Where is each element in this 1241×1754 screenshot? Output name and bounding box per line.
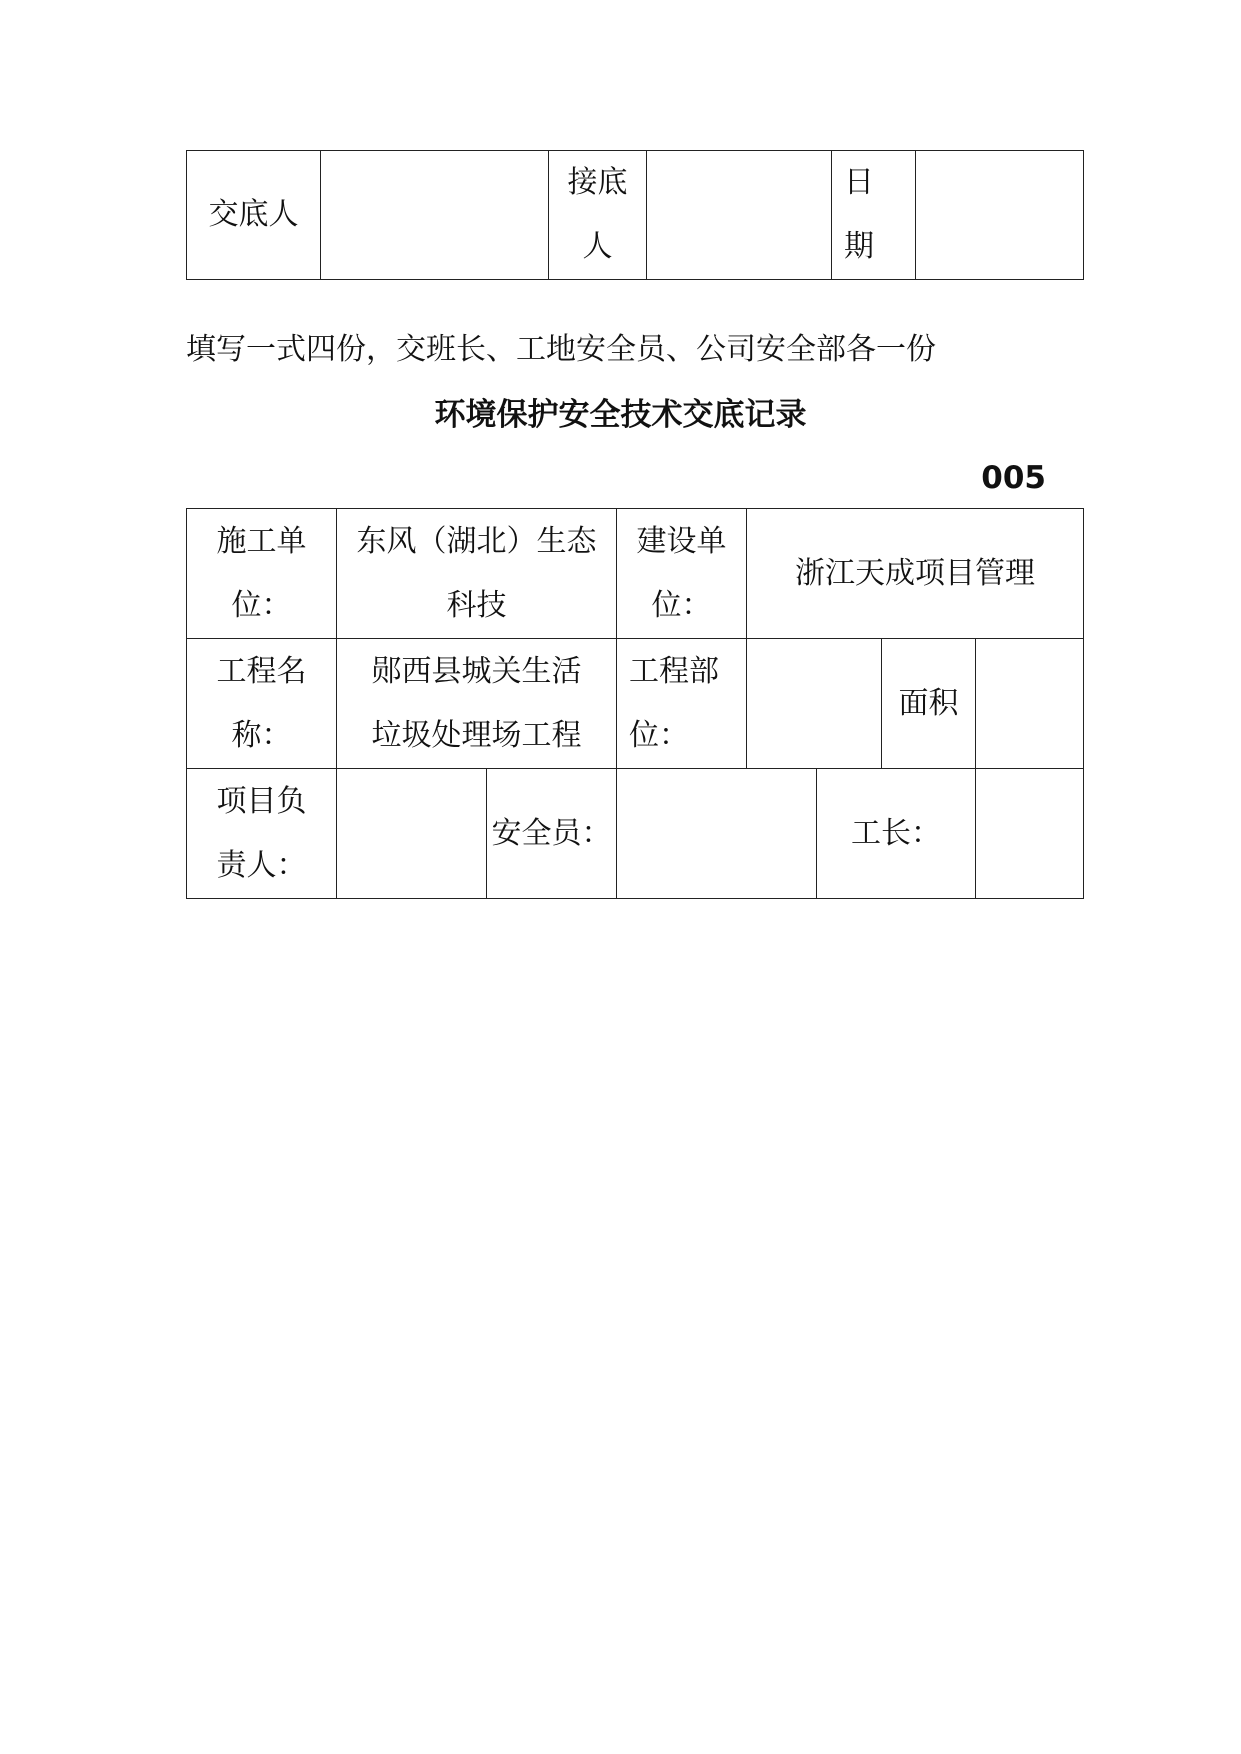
receiver-field[interactable] xyxy=(647,151,832,280)
document-number: 005 xyxy=(981,460,1046,496)
safety-officer-label: 安全员： xyxy=(487,769,617,899)
foreman-field[interactable] xyxy=(976,769,1084,899)
copies-note: 填写一式四份，交班长、工地安全员、公司安全部各一份 xyxy=(186,332,936,367)
project-name-value[interactable]: 郧西县城关生活 垃圾处理场工程 xyxy=(337,639,617,769)
safety-officer-field[interactable] xyxy=(617,769,817,899)
date-field[interactable] xyxy=(916,151,1084,280)
area-field[interactable] xyxy=(976,639,1084,769)
project-leader-field[interactable] xyxy=(337,769,487,899)
date-label: 日 期 xyxy=(832,151,916,280)
area-label: 面积 xyxy=(882,639,976,769)
owner-unit-value[interactable]: 浙江天成项目管理 xyxy=(747,509,1084,639)
receiver-label: 接底 人 xyxy=(549,151,647,280)
handover-signature-table xyxy=(186,150,1084,280)
document-title: 环境保护安全技术交底记录 xyxy=(434,397,807,433)
project-info-table xyxy=(186,508,1084,899)
handover-person-label: 交底人 xyxy=(187,151,321,280)
handover-person-field[interactable] xyxy=(321,151,549,280)
construction-unit-label: 施工单 位： xyxy=(187,509,337,639)
project-name-label: 工程名 称： xyxy=(187,639,337,769)
project-part-field[interactable] xyxy=(747,639,882,769)
construction-unit-value[interactable]: 东风（湖北）生态 科技 xyxy=(337,509,617,639)
owner-unit-label: 建设单 位： xyxy=(617,509,747,639)
project-leader-label: 项目负 责人： xyxy=(187,769,337,899)
project-part-label: 工程部 位： xyxy=(617,639,747,769)
foreman-label: 工长： xyxy=(817,769,976,899)
